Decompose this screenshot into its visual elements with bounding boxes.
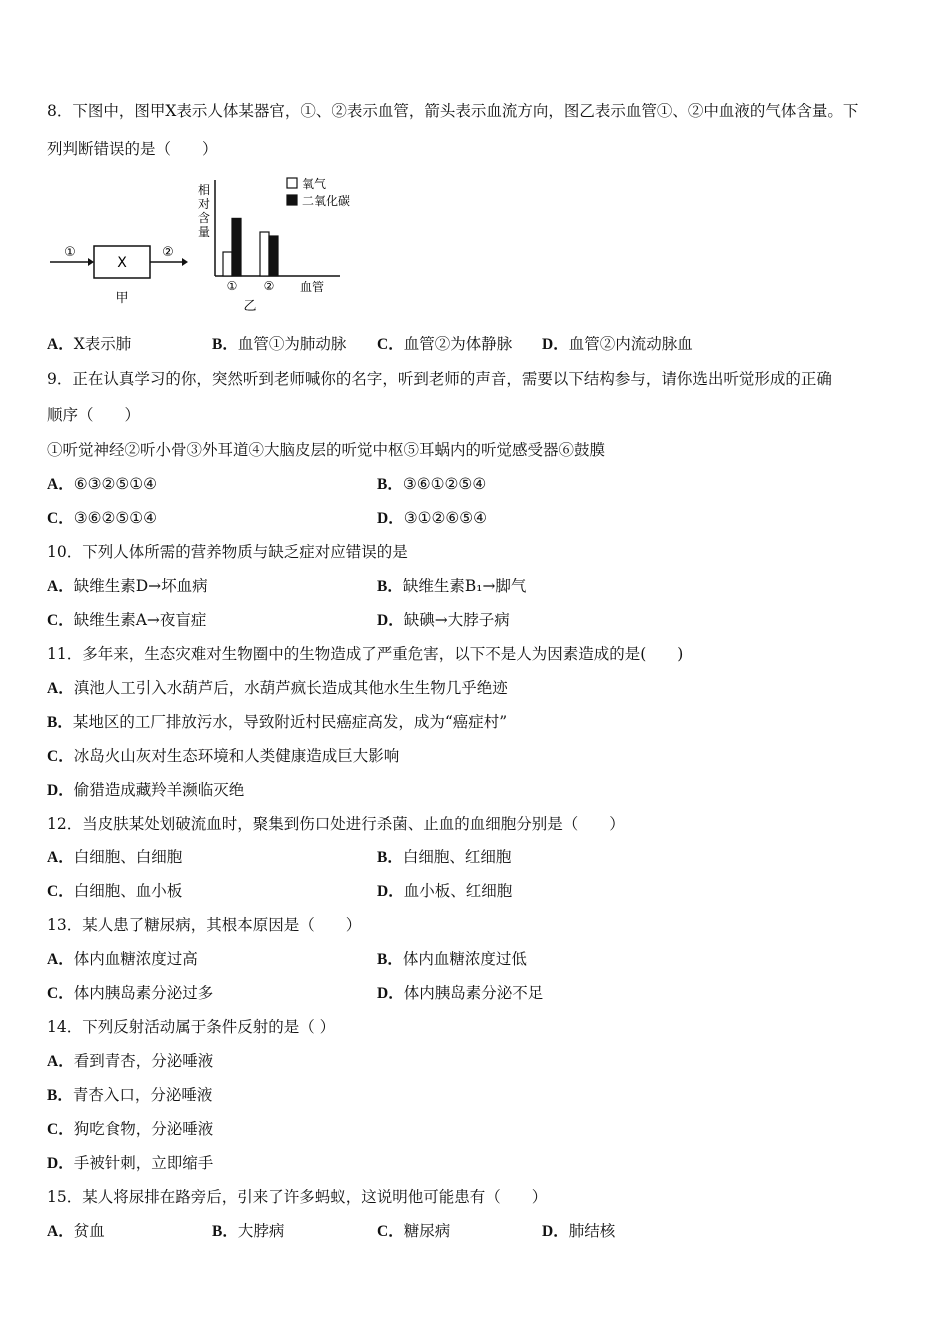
q13-option-a: [47, 948, 198, 971]
option-label: B．: [47, 714, 73, 731]
q10-stem: 10．下列人体所需的营养物质与缺乏症对应错误的是: [47, 543, 408, 561]
q12-stem: 12．当皮肤某处划破流血时，聚集到伤口处进行杀菌、止血的血细胞分别是（ ）: [47, 815, 625, 833]
option-label: D．: [542, 336, 569, 353]
option-text: 白细胞、白细胞: [73, 848, 183, 866]
bar-oxygen-vessel-1: [223, 252, 232, 276]
q14-stem: 14．下列反射活动属于条件反射的是（ ）: [47, 1018, 336, 1036]
option-text: ③⑥②⑤①④: [73, 509, 158, 527]
q9-stem-line1: 9．正在认真学习的你，突然听到老师喊你的名字，听到老师的声音，需要以下结构参与，请你选出听觉形成的正确: [47, 370, 832, 388]
yi-ylabel-4: 量: [197, 225, 211, 239]
option-text: 体内血糖浓度过高: [73, 950, 198, 968]
jia-in-arrowhead: [88, 258, 94, 266]
option-text: 缺维生素A→夜盲症: [73, 611, 207, 629]
option-text: 缺碘→大脖子病: [403, 611, 510, 629]
q13-option-b: [377, 948, 527, 971]
option-text: ③⑥①②⑤④: [402, 475, 487, 493]
option-label: D．: [377, 985, 404, 1002]
q13-option-c: [47, 982, 213, 1005]
option-label: A．: [47, 849, 74, 866]
option-label: C．: [47, 612, 74, 629]
q11-option-b: [47, 711, 507, 734]
option-text: 血小板、红细胞: [403, 882, 513, 900]
option-label: B．: [377, 849, 403, 866]
option-text: 体内血糖浓度过低: [402, 950, 527, 968]
option-text: 缺维生素B₁→脚气: [402, 577, 527, 595]
option-label: D．: [377, 510, 404, 527]
q13-stem: 13．某人患了糖尿病，其根本原因是（ ）: [47, 916, 362, 934]
option-label: C．: [377, 336, 404, 353]
option-text: 血管①为肺动脉: [237, 335, 347, 353]
q8-option-d: [542, 333, 693, 356]
option-label: D．: [377, 883, 404, 900]
yi-ylabel-1: 相: [197, 183, 211, 197]
option-label: C．: [47, 1121, 74, 1138]
q8-figure: [40, 170, 370, 320]
figure-jia: [50, 245, 188, 306]
option-text: 狗吃食物，分泌唾液: [73, 1120, 214, 1138]
q8-option-a: [47, 333, 131, 356]
option-label: C．: [47, 985, 74, 1002]
option-label: B．: [212, 336, 238, 353]
option-label: D．: [47, 1155, 74, 1172]
bar-co2-vessel-1: [232, 218, 241, 276]
q8-option-b: [212, 333, 346, 356]
yi-legend-co2-swatch: [287, 195, 297, 205]
jia-caption: 甲: [115, 291, 129, 306]
bar-co2-vessel-2: [269, 236, 278, 276]
option-label: A．: [47, 336, 74, 353]
option-text: 血管②为体静脉: [403, 335, 513, 353]
option-label: B．: [47, 1087, 73, 1104]
option-text: 冰岛火山灰对生态环境和人类健康造成巨大影响: [73, 747, 400, 765]
yi-legend-co2: 二氧化碳: [302, 194, 351, 208]
option-label: B．: [377, 951, 403, 968]
q10-option-c: [47, 609, 206, 632]
q9-option-d: [377, 507, 487, 530]
yi-legend-oxygen-swatch: [287, 178, 297, 188]
q9-option-b: [377, 473, 486, 496]
option-text: 血管②内流动脉血: [568, 335, 693, 353]
q10-option-d: [377, 609, 510, 632]
q14-option-d: [47, 1152, 213, 1175]
option-text: 某地区的工厂排放污水，导致附近村民癌症高发，成为“癌症村”: [72, 713, 508, 731]
q15-option-a: [47, 1220, 105, 1243]
option-label: D．: [47, 782, 74, 799]
bar-oxygen-vessel-2: [260, 232, 269, 276]
option-text: 缺维生素D→坏血病: [73, 577, 208, 595]
jia-out-arrowhead: [182, 258, 188, 266]
option-text: 滇池人工引入水葫芦后，水葫芦疯长造成其他水生生物几乎绝迹: [73, 679, 508, 697]
q13-option-d: [377, 982, 543, 1005]
q9-items: ①听觉神经②听小骨③外耳道④大脑皮层的听觉中枢⑤耳蜗内的听觉感受器⑥鼓膜: [47, 441, 606, 459]
option-label: B．: [377, 578, 403, 595]
q8-option-c: [377, 333, 512, 356]
option-label: C．: [47, 748, 74, 765]
option-label: B．: [377, 476, 403, 493]
q14-option-b: [47, 1084, 212, 1107]
option-label: A．: [47, 951, 74, 968]
option-text: 白细胞、红细胞: [402, 848, 512, 866]
q11-option-d: [47, 779, 244, 802]
yi-category-label: ①: [226, 279, 238, 293]
q15-option-d: [542, 1220, 615, 1243]
yi-caption: 乙: [243, 299, 257, 314]
q15-stem: 15．某人将尿排在路旁后，引来了许多蚂蚁，这说明他可能患有（ ）: [47, 1188, 548, 1206]
option-label: C．: [377, 1223, 404, 1240]
option-text: 肺结核: [568, 1222, 616, 1240]
option-label: D．: [542, 1223, 569, 1240]
q9-option-c: [47, 507, 157, 530]
option-text: 糖尿病: [403, 1222, 451, 1240]
q11-option-c: [47, 745, 399, 768]
q8-stem-line1: 8．下图中，图甲Ⅹ表示人体某器官，①、②表示血管，箭头表示血流方向，图乙表示血管①、②中血液的气体含量。下: [47, 102, 859, 120]
option-text: 体内胰岛素分泌过多: [73, 984, 214, 1002]
q14-option-a: [47, 1050, 213, 1073]
option-text: 体内胰岛素分泌不足: [403, 984, 544, 1002]
option-label: C．: [47, 510, 74, 527]
q12-option-b: [377, 846, 511, 869]
option-text: 白细胞、血小板: [73, 882, 183, 900]
yi-legend-oxygen: 氧气: [302, 177, 327, 191]
figure-yi: [198, 176, 350, 314]
q10-option-b: [377, 575, 526, 598]
option-text: Ⅹ表示肺: [73, 335, 132, 353]
jia-box-label: X: [117, 255, 127, 271]
option-label: A．: [47, 578, 74, 595]
option-label: A．: [47, 1053, 74, 1070]
q14-option-c: [47, 1118, 213, 1141]
option-text: 贫血: [73, 1222, 105, 1240]
yi-xlabel: 血管: [299, 280, 325, 294]
q11-option-a: [47, 677, 508, 700]
q15-option-b: [212, 1220, 284, 1243]
q12-option-a: [47, 846, 182, 869]
jia-in-label: ①: [64, 245, 76, 260]
yi-bars: [223, 218, 278, 293]
q15-option-c: [377, 1220, 450, 1243]
option-label: A．: [47, 1223, 74, 1240]
option-label: B．: [212, 1223, 238, 1240]
q9-option-a: [47, 473, 157, 496]
option-text: ⑥③②⑤①④: [73, 475, 158, 493]
yi-category-label: ②: [263, 279, 275, 293]
q8-stem-line2: 列判断错误的是（ ）: [47, 140, 218, 158]
option-label: C．: [47, 883, 74, 900]
option-text: 青杏入口，分泌唾液: [72, 1086, 213, 1104]
yi-ylabel-3: 含: [197, 211, 211, 225]
option-text: 看到青杏，分泌唾液: [73, 1052, 214, 1070]
q12-option-c: [47, 880, 182, 903]
option-label: A．: [47, 476, 74, 493]
option-text: 大脖病: [237, 1222, 285, 1240]
q11-stem: 11．多年来，生态灾难对生物圈中的生物造成了严重危害，以下不是人为因素造成的是( ): [47, 645, 684, 663]
option-text: 手被针刺，立即缩手: [73, 1154, 214, 1172]
option-text: ③①②⑥⑤④: [403, 509, 488, 527]
q12-option-d: [377, 880, 512, 903]
q9-stem-line2: 顺序（ ）: [47, 406, 141, 424]
option-text: 偷猎造成藏羚羊濒临灭绝: [73, 781, 245, 799]
jia-out-label: ②: [162, 245, 174, 260]
q10-option-a: [47, 575, 208, 598]
option-label: D．: [377, 612, 404, 629]
yi-ylabel-2: 对: [197, 197, 211, 211]
option-label: A．: [47, 680, 74, 697]
